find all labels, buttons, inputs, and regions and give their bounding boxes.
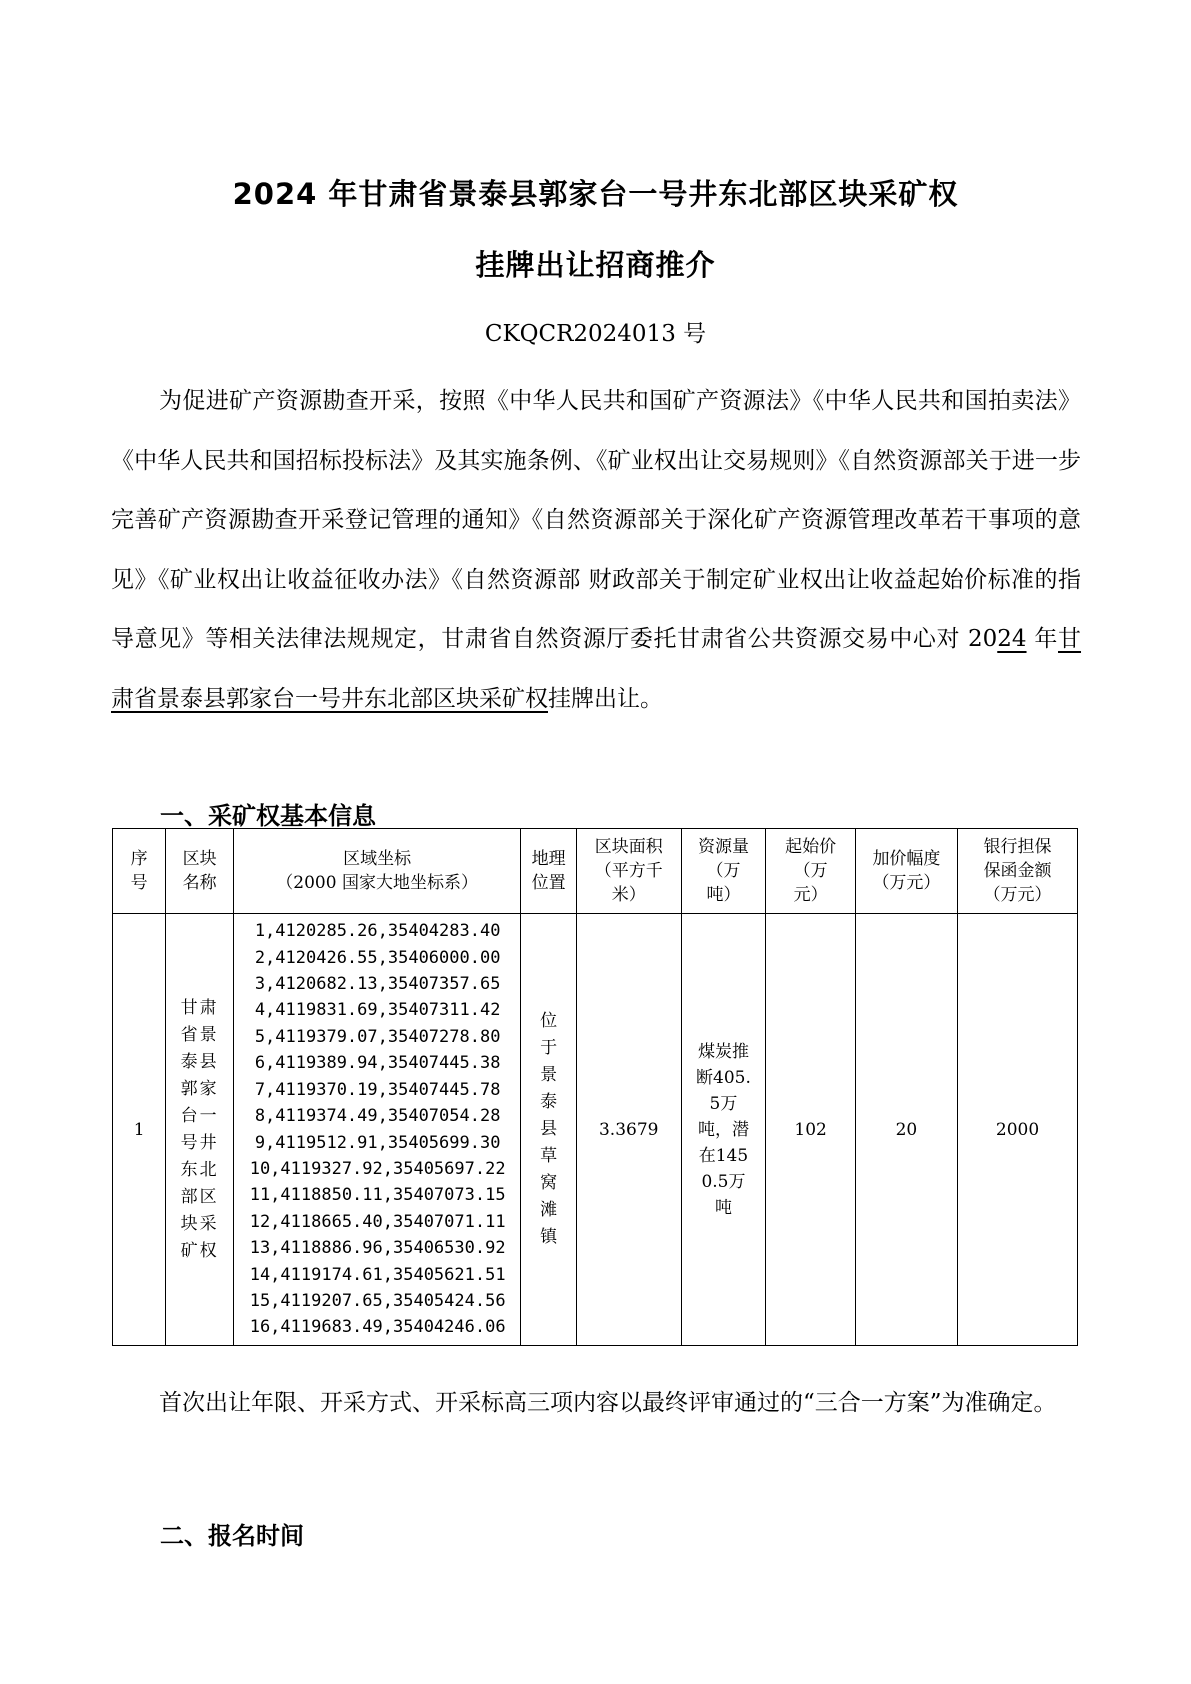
coords-list xyxy=(237,918,519,1341)
header-start-price: 起始价（万元） xyxy=(766,829,855,914)
cell-coords xyxy=(233,914,521,1346)
coord-row: 14,4119174.61,35405621.51 xyxy=(249,1264,506,1285)
cell-guarantee: 2000 xyxy=(958,914,1078,1346)
intro-year: 24 xyxy=(997,626,1027,652)
coord-row: 7,4119370.19,35407445.78 xyxy=(254,1079,501,1100)
intro-text: 为促进矿产资源勘查开采，按照《中华人民共和国矿产资源法》《中华人民共和国拍卖法》《中华人民共和国招标投标法》及其实施条例、《矿业权出让交易规则》《自然资源部关于进一步完善矿产资源勘查开采登记管理的通知》《自然资源部关于深化矿产资源管理改革若干事项的意见》《矿业权出让收益征收办法》《自然资源部 财政部关于制定矿业权出让收益起始价标准的指导意见》等相关法律法规规定，甘肃省自然资源厅委托甘肃省公共资源交易中心对 20 xyxy=(111,388,1081,652)
coord-row: 16,4119683.49,35404246.06 xyxy=(249,1317,506,1338)
coord-row: 9,4119512.91,35405699.30 xyxy=(254,1132,501,1153)
document-title-line1: 2024 年甘肃省景泰县郭家台一号井东北部区块采矿权 xyxy=(232,177,959,211)
after-table-text: 首次出让年限、开采方式、开采标高三项内容以最终评审通过的“三合一方案”为准确定。 xyxy=(159,1390,1057,1416)
mining-rights-table xyxy=(112,828,1078,1346)
cell-location: 位于景泰县草窝滩镇 xyxy=(521,914,577,1346)
table-row xyxy=(113,914,1078,1346)
header-location: 地理位置 xyxy=(521,829,577,914)
section-heading-basic-info: 一、采矿权基本信息 xyxy=(160,802,376,830)
cell-block-name: 甘肃省景泰县郭家台一号井东北部区块采矿权 xyxy=(166,914,234,1346)
cell-increment: 20 xyxy=(855,914,957,1346)
document-title-line2: 挂牌出让招商推介 xyxy=(475,248,716,282)
table-header-row xyxy=(113,829,1078,914)
after-table-paragraph xyxy=(111,1374,1081,1433)
cell-start-price: 102 xyxy=(766,914,855,1346)
header-guarantee: 银行担保保函金额（万元） xyxy=(958,829,1078,914)
coord-row: 4,4119831.69,35407311.42 xyxy=(254,1000,501,1021)
coord-row: 2,4120426.55,35406000.00 xyxy=(254,947,501,968)
intro-paragraph xyxy=(111,372,1081,729)
intro-text-end: 挂牌出让。 xyxy=(548,685,663,712)
section-heading-registration-time: 二、报名时间 xyxy=(160,1522,304,1550)
intro-project-name: 甘肃省景泰县郭家台一号井东北部区块采矿权 xyxy=(111,626,1082,712)
coord-row: 11,4118850.11,35407073.15 xyxy=(249,1185,506,1206)
header-resource: 资源量（万吨） xyxy=(681,829,766,914)
coord-row: 8,4119374.49,35407054.28 xyxy=(254,1106,501,1127)
coord-row: 6,4119389.94,35407445.38 xyxy=(254,1053,501,1074)
header-seq: 序号 xyxy=(113,829,166,914)
coord-row: 10,4119327.92,35405697.22 xyxy=(249,1158,506,1179)
coord-row: 1,4120285.26,35404283.40 xyxy=(254,921,501,942)
header-coords-sub: （2000 国家大地坐标系） xyxy=(276,873,478,893)
cell-area: 3.3679 xyxy=(576,914,681,1346)
header-coords: 区域坐标 （2000 国家大地坐标系） xyxy=(233,829,521,914)
header-increment: 加价幅度（万元） xyxy=(855,829,957,914)
cell-seq: 1 xyxy=(113,914,166,1346)
coord-row: 12,4118665.40,35407071.11 xyxy=(249,1211,506,1232)
header-area: 区块面积（平方千米） xyxy=(576,829,681,914)
document-number: CKQCR2024013 号 xyxy=(484,321,707,347)
coord-row: 13,4118886.96,35406530.92 xyxy=(249,1238,506,1259)
cell-resource: 煤炭推断405.5万吨，潜在1450.5万吨 xyxy=(681,914,766,1346)
coord-row: 5,4119379.07,35407278.80 xyxy=(254,1026,501,1047)
coord-row: 3,4120682.13,35407357.65 xyxy=(254,974,501,995)
header-block-name: 区块名称 xyxy=(166,829,234,914)
intro-year-suffix: 年 xyxy=(1026,626,1059,652)
coord-row: 15,4119207.65,35405424.56 xyxy=(249,1290,506,1311)
